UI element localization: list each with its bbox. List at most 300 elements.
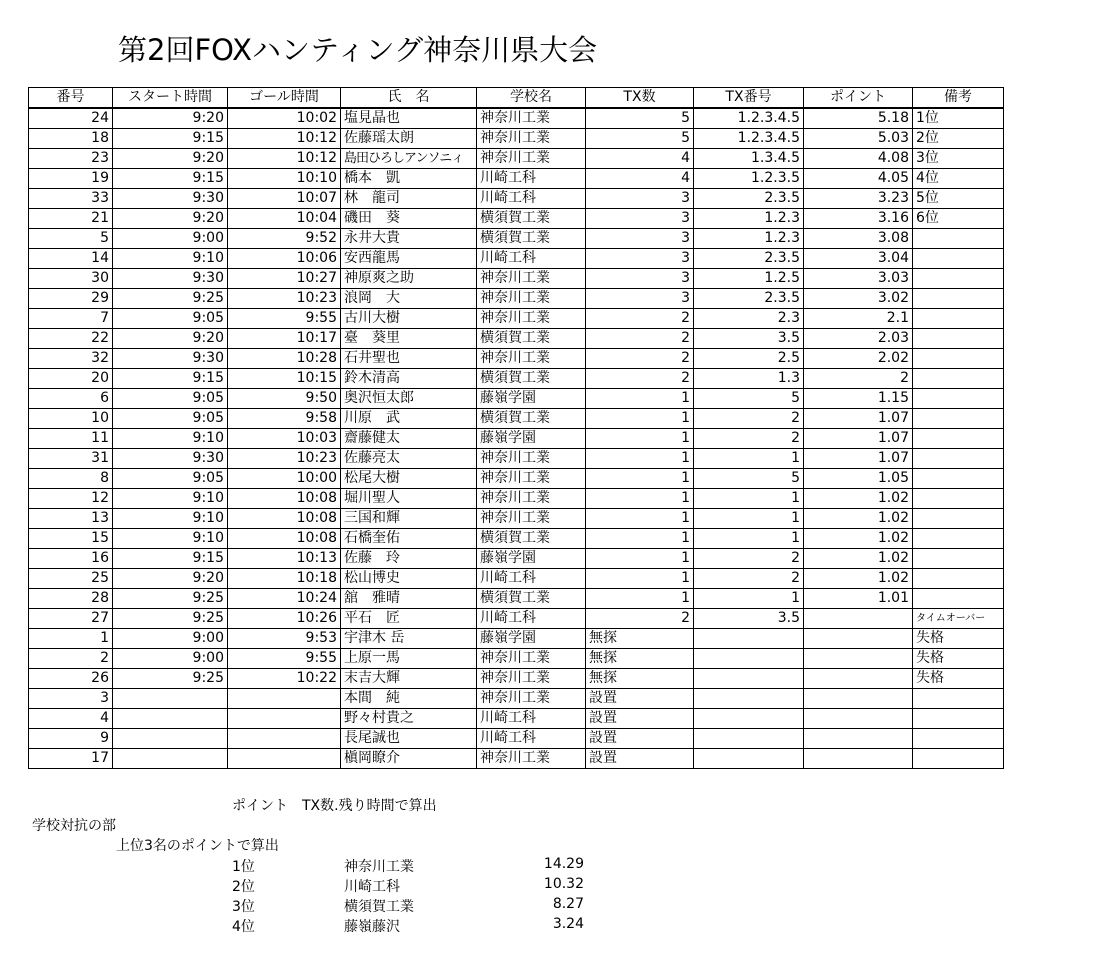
cell-tx-numbers: 1 [694,509,804,529]
cell-start-time: 9:15 [113,369,228,389]
cell-remarks: タイムオーバー [913,609,1004,629]
cell-tx-numbers: 1.3.4.5 [694,149,804,169]
cell-goal-time [228,689,341,709]
cell-tx-count: 3 [586,289,694,309]
table-row [29,509,1004,529]
cell-tx-numbers: 1.2.3.4.5 [694,108,804,129]
cell-name: 宇津木 岳 [341,629,477,649]
cell-goal-time: 9:50 [228,389,341,409]
school-rank-school: 川崎工科 [344,879,400,895]
cell-number: 21 [29,209,113,229]
table-row [29,129,1004,149]
cell-points: 2.03 [804,329,913,349]
cell-school: 神奈川工業 [477,129,586,149]
cell-name: 塩見晶也 [341,108,477,129]
cell-points: 3.03 [804,269,913,289]
cell-tx-numbers: 3.5 [694,609,804,629]
cell-points: 4.05 [804,169,913,189]
cell-name: 末吉大輝 [341,669,477,689]
header-tx-numbers: TX番号 [694,88,804,109]
cell-tx-count: 設置 [586,709,694,729]
cell-start-time: 9:15 [113,549,228,569]
table-row [29,489,1004,509]
cell-number: 5 [29,229,113,249]
school-rank-points: 10.32 [543,876,584,892]
cell-goal-time: 10:04 [228,209,341,229]
cell-goal-time: 10:27 [228,269,341,289]
cell-goal-time [228,709,341,729]
cell-number: 17 [29,749,113,769]
cell-start-time: 9:05 [113,469,228,489]
cell-start-time: 9:15 [113,169,228,189]
cell-remarks [913,369,1004,389]
cell-tx-numbers: 1.2.5 [694,269,804,289]
table-row [29,249,1004,269]
table-row [29,189,1004,209]
cell-school: 神奈川工業 [477,449,586,469]
cell-remarks [913,469,1004,489]
cell-start-time: 9:05 [113,309,228,329]
cell-remarks [913,749,1004,769]
table-row [29,289,1004,309]
cell-name: 三国和輝 [341,509,477,529]
school-method-note: 上位3名のポイントで算出 [116,838,279,854]
cell-tx-count: 1 [586,589,694,609]
cell-tx-numbers: 1.2.3 [694,209,804,229]
cell-name: 島田ひろしアンソニィ [341,149,477,169]
cell-name: 長尾誠也 [341,729,477,749]
cell-remarks [913,389,1004,409]
cell-name: 佐藤亮太 [341,449,477,469]
cell-school: 川崎工科 [477,189,586,209]
table-row [29,629,1004,649]
cell-start-time: 9:20 [113,569,228,589]
cell-tx-count: 3 [586,229,694,249]
cell-start-time: 9:20 [113,329,228,349]
cell-school: 横須賀工業 [477,529,586,549]
cell-name: 槇岡瞭介 [341,749,477,769]
cell-tx-numbers: 2.3.5 [694,289,804,309]
school-rank-school: 横須賀工業 [344,899,414,915]
cell-tx-count: 5 [586,108,694,129]
cell-goal-time: 10:02 [228,108,341,129]
cell-number: 23 [29,149,113,169]
cell-number: 6 [29,389,113,409]
cell-remarks [913,229,1004,249]
cell-remarks [913,349,1004,369]
cell-goal-time: 9:52 [228,229,341,249]
cell-name: 永井大貴 [341,229,477,249]
cell-number: 14 [29,249,113,269]
cell-goal-time: 10:08 [228,529,341,549]
cell-name: 堀川聖人 [341,489,477,509]
cell-school: 藤嶺学園 [477,429,586,449]
cell-school: 神奈川工業 [477,669,586,689]
cell-goal-time: 10:23 [228,449,341,469]
cell-tx-numbers [694,689,804,709]
cell-start-time: 9:00 [113,629,228,649]
school-rank-rank: 1位 [232,859,255,875]
cell-points: 1.07 [804,449,913,469]
cell-tx-count: 1 [586,569,694,589]
cell-goal-time: 10:15 [228,369,341,389]
cell-number: 28 [29,589,113,609]
cell-tx-count: 5 [586,129,694,149]
cell-number: 8 [29,469,113,489]
table-row [29,549,1004,569]
point-calculation-note: ポイント TX数.残り時間で算出 [232,798,437,814]
cell-start-time: 9:05 [113,389,228,409]
cell-school: 横須賀工業 [477,409,586,429]
cell-number: 25 [29,569,113,589]
cell-goal-time: 9:55 [228,309,341,329]
school-rank-points: 14.29 [543,856,584,872]
cell-remarks [913,289,1004,309]
cell-name: 石橋奎佑 [341,529,477,549]
cell-school: 川崎工科 [477,169,586,189]
cell-goal-time: 10:12 [228,129,341,149]
cell-remarks: 4位 [913,169,1004,189]
table-row [29,329,1004,349]
cell-remarks: 失格 [913,629,1004,649]
cell-name: 石井聖也 [341,349,477,369]
table-row [29,649,1004,669]
cell-tx-numbers: 1 [694,449,804,469]
cell-school: 神奈川工業 [477,289,586,309]
cell-goal-time: 10:13 [228,549,341,569]
cell-school: 神奈川工業 [477,309,586,329]
table-row [29,269,1004,289]
cell-school: 横須賀工業 [477,209,586,229]
cell-school: 神奈川工業 [477,269,586,289]
cell-start-time [113,709,228,729]
cell-goal-time: 9:53 [228,629,341,649]
table-row [29,309,1004,329]
cell-school: 横須賀工業 [477,329,586,349]
cell-goal-time: 10:06 [228,249,341,269]
cell-tx-numbers: 2.5 [694,349,804,369]
cell-start-time: 9:25 [113,289,228,309]
cell-start-time: 9:25 [113,609,228,629]
cell-tx-numbers [694,709,804,729]
cell-remarks [913,509,1004,529]
cell-goal-time: 10:18 [228,569,341,589]
cell-tx-numbers: 2 [694,429,804,449]
cell-number: 33 [29,189,113,209]
cell-points [804,689,913,709]
cell-number: 22 [29,329,113,349]
cell-remarks [913,589,1004,609]
cell-points: 1.07 [804,429,913,449]
cell-points [804,749,913,769]
cell-tx-count: 無探 [586,629,694,649]
cell-start-time: 9:05 [113,409,228,429]
cell-points: 3.04 [804,249,913,269]
table-row [29,449,1004,469]
header-start-time: スタート時間 [113,88,228,109]
cell-start-time: 9:10 [113,249,228,269]
cell-tx-numbers: 1 [694,489,804,509]
cell-number: 27 [29,609,113,629]
cell-start-time: 9:00 [113,229,228,249]
cell-school: 横須賀工業 [477,589,586,609]
cell-remarks: 3位 [913,149,1004,169]
cell-school: 神奈川工業 [477,649,586,669]
cell-number: 32 [29,349,113,369]
cell-school: 横須賀工業 [477,369,586,389]
cell-points: 5.18 [804,108,913,129]
results-body [29,108,1004,769]
header-tx-count: TX数 [586,88,694,109]
table-row [29,409,1004,429]
cell-name: 川原 武 [341,409,477,429]
cell-name: 本間 純 [341,689,477,709]
cell-number: 29 [29,289,113,309]
cell-name: 舘 雅晴 [341,589,477,609]
cell-tx-numbers: 1 [694,529,804,549]
cell-tx-numbers: 2.3.5 [694,189,804,209]
cell-points: 2.1 [804,309,913,329]
cell-start-time: 9:20 [113,108,228,129]
cell-points: 1.02 [804,509,913,529]
cell-goal-time: 9:58 [228,409,341,429]
table-row [29,108,1004,129]
cell-number: 12 [29,489,113,509]
cell-school: 神奈川工業 [477,349,586,369]
cell-start-time: 9:20 [113,209,228,229]
cell-school: 神奈川工業 [477,749,586,769]
cell-tx-numbers: 2 [694,549,804,569]
cell-points: 1.01 [804,589,913,609]
header-remarks: 備考 [913,88,1004,109]
cell-name: 鈴木清高 [341,369,477,389]
cell-name: 松尾大樹 [341,469,477,489]
cell-tx-count: 1 [586,449,694,469]
cell-number: 26 [29,669,113,689]
cell-school: 神奈川工業 [477,489,586,509]
table-row [29,209,1004,229]
school-rank-school: 神奈川工業 [344,859,414,875]
cell-remarks [913,269,1004,289]
school-rank-rank: 4位 [232,919,255,935]
cell-name: 佐藤 玲 [341,549,477,569]
cell-remarks [913,249,1004,269]
cell-tx-count: 1 [586,389,694,409]
table-row [29,669,1004,689]
cell-points: 1.07 [804,409,913,429]
cell-points [804,709,913,729]
cell-goal-time: 10:22 [228,669,341,689]
cell-tx-count: 2 [586,329,694,349]
cell-start-time [113,729,228,749]
table-row [29,169,1004,189]
cell-remarks [913,449,1004,469]
cell-start-time: 9:30 [113,349,228,369]
table-row [29,589,1004,609]
cell-number: 18 [29,129,113,149]
cell-goal-time: 10:17 [228,329,341,349]
cell-number: 20 [29,369,113,389]
table-row [29,429,1004,449]
cell-school: 藤嶺学園 [477,629,586,649]
cell-tx-numbers: 1.3 [694,369,804,389]
cell-remarks: 1位 [913,108,1004,129]
cell-points: 1.05 [804,469,913,489]
results-table [28,87,1004,769]
cell-number: 4 [29,709,113,729]
cell-points: 1.15 [804,389,913,409]
cell-goal-time: 10:23 [228,289,341,309]
cell-tx-numbers: 3.5 [694,329,804,349]
header-points: ポイント [804,88,913,109]
header-number: 番号 [29,88,113,109]
cell-goal-time [228,729,341,749]
cell-tx-numbers: 2.3 [694,309,804,329]
table-row [29,569,1004,589]
cell-name: 林 龍司 [341,189,477,209]
cell-name: 安西龍馬 [341,249,477,269]
cell-tx-count: 1 [586,529,694,549]
cell-points: 3.08 [804,229,913,249]
cell-remarks: 5位 [913,189,1004,209]
cell-name: 臺 葵里 [341,329,477,349]
cell-school: 川崎工科 [477,729,586,749]
cell-start-time: 9:25 [113,589,228,609]
header-name: 氏 名 [341,88,477,109]
cell-points [804,629,913,649]
cell-number: 15 [29,529,113,549]
cell-goal-time: 10:24 [228,589,341,609]
cell-tx-count: 1 [586,489,694,509]
cell-tx-count: 無探 [586,669,694,689]
table-row [29,689,1004,709]
cell-number: 13 [29,509,113,529]
table-row [29,529,1004,549]
table-row [29,469,1004,489]
cell-tx-numbers: 2 [694,409,804,429]
cell-start-time: 9:25 [113,669,228,689]
school-section-heading: 学校対抗の部 [32,818,116,834]
cell-goal-time: 10:07 [228,189,341,209]
cell-tx-numbers: 1.2.3 [694,229,804,249]
cell-goal-time: 10:08 [228,509,341,529]
cell-tx-count: 1 [586,469,694,489]
cell-start-time: 9:10 [113,489,228,509]
cell-goal-time: 10:03 [228,429,341,449]
header-goal-time: ゴール時間 [228,88,341,109]
page-title: 第2回FOXハンティング神奈川県大会 [118,33,598,67]
table-row [29,609,1004,629]
cell-tx-count: 3 [586,269,694,289]
school-rank-school: 藤嶺藤沢 [344,919,400,935]
school-rank-points: 8.27 [552,896,584,912]
cell-points: 5.03 [804,129,913,149]
cell-points: 1.02 [804,489,913,509]
cell-number: 31 [29,449,113,469]
cell-goal-time: 10:12 [228,149,341,169]
cell-points [804,649,913,669]
cell-goal-time: 10:08 [228,489,341,509]
cell-points: 2 [804,369,913,389]
table-row [29,709,1004,729]
cell-start-time [113,689,228,709]
cell-school: 神奈川工業 [477,689,586,709]
cell-goal-time: 10:26 [228,609,341,629]
table-row [29,729,1004,749]
cell-school: 川崎工科 [477,709,586,729]
cell-points [804,609,913,629]
cell-start-time: 9:30 [113,269,228,289]
cell-number: 1 [29,629,113,649]
cell-remarks [913,409,1004,429]
cell-tx-numbers: 5 [694,469,804,489]
cell-remarks [913,429,1004,449]
cell-tx-numbers [694,649,804,669]
cell-points: 1.02 [804,549,913,569]
cell-number: 3 [29,689,113,709]
cell-number: 16 [29,549,113,569]
cell-tx-count: 2 [586,369,694,389]
cell-name: 神原爽之助 [341,269,477,289]
cell-school: 藤嶺学園 [477,389,586,409]
cell-start-time [113,749,228,769]
cell-points: 3.16 [804,209,913,229]
cell-goal-time: 10:00 [228,469,341,489]
cell-school: 横須賀工業 [477,229,586,249]
cell-school: 神奈川工業 [477,509,586,529]
cell-name: 古川大樹 [341,309,477,329]
cell-tx-count: 設置 [586,729,694,749]
table-row [29,349,1004,369]
cell-tx-count: 1 [586,509,694,529]
cell-school: 神奈川工業 [477,469,586,489]
table-row [29,229,1004,249]
cell-number: 24 [29,108,113,129]
cell-tx-count: 4 [586,149,694,169]
cell-goal-time [228,749,341,769]
cell-tx-count: 1 [586,549,694,569]
cell-tx-count: 設置 [586,689,694,709]
cell-tx-numbers [694,729,804,749]
cell-tx-count: 2 [586,609,694,629]
table-row [29,369,1004,389]
cell-name: 橋本 凱 [341,169,477,189]
cell-tx-count: 4 [586,169,694,189]
cell-number: 9 [29,729,113,749]
cell-name: 奥沢恒太郎 [341,389,477,409]
cell-name: 齋藤健太 [341,429,477,449]
cell-remarks [913,489,1004,509]
cell-tx-count: 3 [586,249,694,269]
cell-tx-count: 設置 [586,749,694,769]
cell-start-time: 9:20 [113,149,228,169]
table-row [29,749,1004,769]
cell-tx-numbers: 2 [694,569,804,589]
cell-remarks: 失格 [913,669,1004,689]
cell-number: 7 [29,309,113,329]
table-row [29,389,1004,409]
cell-name: 平石 匠 [341,609,477,629]
cell-tx-count: 2 [586,309,694,329]
cell-number: 10 [29,409,113,429]
cell-points: 3.23 [804,189,913,209]
cell-tx-numbers [694,629,804,649]
cell-name: 浪岡 大 [341,289,477,309]
cell-remarks [913,709,1004,729]
cell-name: 上原一馬 [341,649,477,669]
cell-school: 神奈川工業 [477,149,586,169]
table-row [29,149,1004,169]
